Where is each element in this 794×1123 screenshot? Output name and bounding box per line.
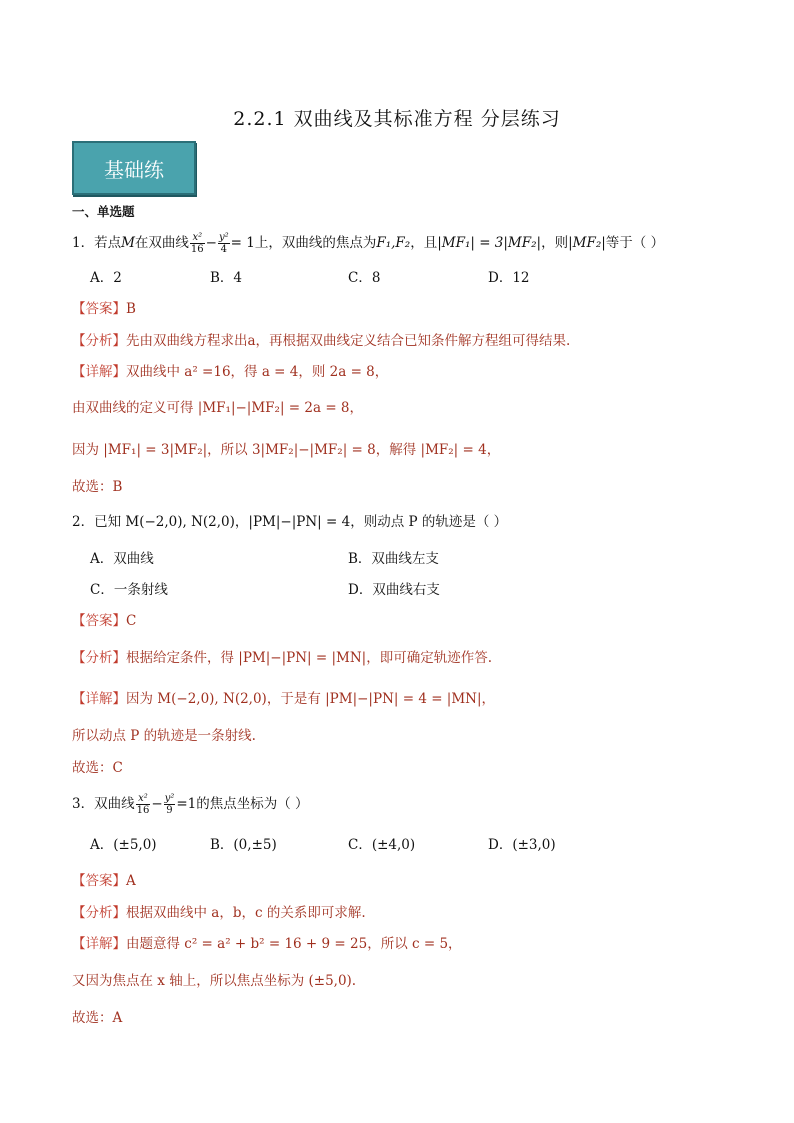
q3-fraction-x: $\frac{\text{x²}}{16}$ — [136, 793, 150, 816]
q1-detail: 【详解】双曲线中 a² =16，得 a = 4，则 2a = 8， — [72, 364, 389, 380]
q2-option-c: C．一条射线 — [90, 582, 168, 598]
q1-option-a: A．2 — [90, 270, 122, 286]
q3-detail: 【详解】由题意得 c² = a² + b² = 16 + 9 = 25，所以 c = 5， — [72, 936, 462, 952]
q1-stem: 1．若点M在双曲线 $\frac{\text{x²}}{16}$ − $\frac{\text{y²}}{4}$ = 1上，双曲线的焦点为F₁,F₂，且|MF₁| = 3|MF₂|，则|MF₂|等于（ ） — [72, 232, 665, 255]
q2-detail: 【详解】因为 M(−2,0), N(2,0)，于是有 |PM|−|PN| = 4 = |MN|， — [72, 691, 496, 707]
q1-option-d: D．12 — [488, 270, 530, 286]
q2-option-a: A．双曲线 — [90, 551, 154, 567]
q3-detail-line2: 又因为焦点在 x 轴上，所以焦点坐标为 (±5,0). — [72, 973, 357, 989]
q1-option-c: C．8 — [348, 270, 381, 286]
q1-choice: 故选：B — [72, 479, 123, 495]
q1-detail-line3: 因为 |MF₁| = 3|MF₂|，所以 3|MF₂|−|MF₂| = 8，解得 |MF₂| = 4， — [72, 442, 501, 458]
q1-detail-line2: 由双曲线的定义可得 |MF₁|−|MF₂| = 2a = 8， — [72, 400, 364, 416]
q2-option-b: B．双曲线左支 — [348, 551, 439, 567]
q2-choice: 故选：C — [72, 760, 123, 776]
q2-answer: 【答案】C — [72, 613, 137, 629]
q3-choice: 故选：A — [72, 1010, 123, 1026]
q3-fraction-y: $\frac{\text{y²}}{9}$ — [164, 793, 175, 816]
q3-option-c: C．(±4,0) — [348, 837, 416, 853]
page-title: 2.2.1 双曲线及其标准方程 分层练习 — [233, 108, 561, 130]
q3-analysis: 【分析】根据双曲线中 a，b，c 的关系即可求解. — [72, 905, 366, 921]
q1-fraction-x: $\frac{\text{x²}}{16}$ — [190, 232, 204, 255]
q2-detail-line2: 所以动点 P 的轨迹是一条射线. — [72, 728, 256, 744]
q1-fraction-y: $\frac{\text{y²}}{4}$ — [218, 232, 229, 255]
q3-option-a: A．(±5,0) — [90, 837, 157, 853]
q3-option-d: D．(±3,0) — [488, 837, 556, 853]
q1-analysis: 【分析】先由双曲线方程求出a，再根据双曲线定义结合已知条件解方程组可得结果. — [72, 333, 571, 349]
q3-answer: 【答案】A — [72, 873, 136, 889]
q1-answer: 【答案】B — [72, 301, 136, 317]
q2-option-d: D．双曲线右支 — [348, 582, 440, 598]
section-heading: 一、单选题 — [72, 204, 135, 219]
q3-stem: 3．双曲线 $\frac{\text{x²}}{16}$ − $\frac{\text{y²}}{9}$ =1的焦点坐标为（ ） — [72, 793, 309, 816]
q2-analysis: 【分析】根据给定条件，得 |PM|−|PN| = |MN|，即可确定轨迹作答. — [72, 650, 493, 666]
q1-option-b: B．4 — [210, 270, 243, 286]
q2-stem: 2．已知 M(−2,0), N(2,0)，|PM|−|PN| = 4，则动点 P 的轨迹是（ ） — [72, 514, 508, 530]
level-badge: 基础练 — [72, 141, 196, 195]
q3-option-b: B．(0,±5) — [210, 837, 277, 853]
